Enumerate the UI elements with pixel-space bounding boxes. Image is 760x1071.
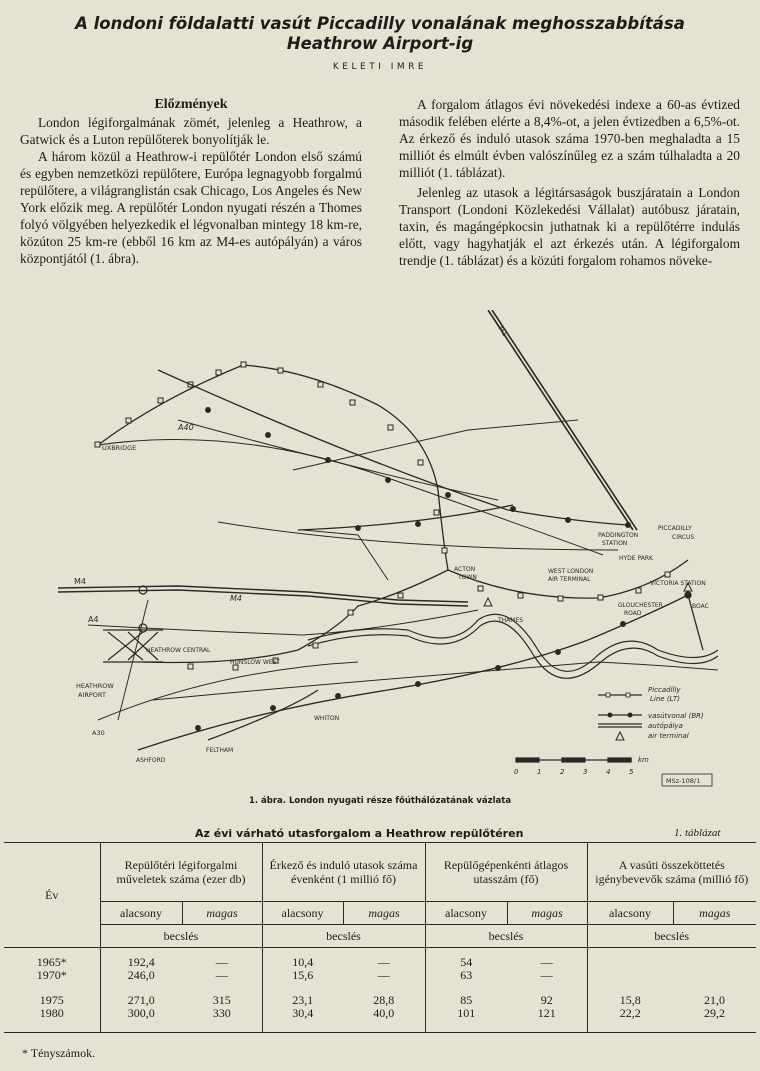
value-cell: 246,0 (100, 969, 182, 982)
legend-label-air-terminal: air terminal (648, 732, 689, 740)
article-title (0, 14, 760, 54)
map-label-hounslow-west: HUNSLOW WEST (230, 659, 281, 666)
group-header: Érkező és induló utasok száma évenként (1 millió fő) (262, 843, 425, 902)
table-title: Az évi várható utasforgalom a Heathrow repülőtéren (195, 827, 524, 840)
value-cell: 315 (212, 993, 231, 1007)
year-cell: 1965* (36, 955, 67, 969)
map-label-piccadilly-1: PICCADILLY (658, 525, 692, 532)
estimate-header: becslés (262, 925, 425, 948)
piccadilly-line (95, 362, 688, 670)
scale-tick: 1 (537, 768, 542, 776)
low-header: alacsony (587, 902, 673, 925)
paragraph: London légiforgalmának zömét, jelenleg a Heathrow, a Gatwick és a Luton repülőterek bonyolítják le. (20, 115, 362, 147)
m1-motorway (488, 310, 637, 530)
value-cell: — (540, 955, 553, 969)
value-cell: 63 (425, 969, 507, 982)
value-cell: 28,8 (373, 993, 395, 1007)
value-cell: 92 (540, 993, 553, 1007)
map-label-feltham: FELTHAM (206, 747, 234, 754)
low-header: alacsony (100, 902, 182, 925)
group-header: Repülőtéri légiforgalmi műveletek száma (ezer db) (100, 843, 262, 902)
group-header: A vasúti összeköttetés igénybevevők száma (millió fő) (587, 843, 756, 902)
table-footnote: * Tényszámok. (22, 1046, 96, 1060)
map-label-ashford: ASHFORD (136, 757, 166, 764)
paragraph: A forgalom átlagos évi növekedési indexe a 60-as évtized második felében elérte a 8,4%-ot, a jelen évtizedben a 6,5%-ot. Az érkező és induló utasok száma 1970-ben meghaladta a 15 milliót és elmúlt évben valószínűleg ez a szám túlhaladta a 20 milliót (1. táblázat). (399, 97, 740, 180)
low-header: alacsony (262, 902, 343, 925)
year-cell: 1970* (36, 968, 67, 982)
map-legend (598, 686, 704, 740)
value-cell: 29,2 (704, 1006, 725, 1020)
scale-tick: 0 (514, 768, 519, 776)
paragraph: Jelenleg az utasok a légitársaságok buszjáratain a London Transport (Londoni Közlekedési Vállalat) autóbusz járatain, taxin, és magángépkocsin juthatnak ki a repülőtérre indulás előtt, vagy hagyhatják el azt érkezés után. A légiforgalom trendje (1. táblázat) és a közúti forgalom rohamos növeke- (399, 185, 740, 268)
table-row (4, 982, 756, 1007)
value-cell: — (215, 955, 228, 969)
map-label-a40: A40 (178, 423, 194, 432)
legend-label-motorway: autópálya (648, 722, 683, 730)
value-cell (587, 969, 673, 982)
main-roads (88, 420, 718, 720)
value-cell: 271,0 (100, 982, 182, 1007)
map-label-gloucester-2: ROAD (624, 610, 642, 617)
map-label-hyde-park: HYDE PARK (619, 555, 653, 562)
value-cell: — (540, 968, 553, 982)
value-cell: 15,8 (587, 982, 673, 1007)
value-cell: 15,6 (262, 969, 343, 982)
high-header: magas (673, 902, 756, 925)
value-cell: 10,4 (262, 948, 343, 970)
legend-label-piccadilly: Piccadilly (648, 686, 681, 694)
value-cell: 54 (425, 948, 507, 970)
value-cell: 101 (425, 1007, 507, 1033)
value-cell: — (377, 955, 390, 969)
map-label-west-london-1: WEST LONDON (548, 568, 594, 575)
scale-tick: 3 (583, 768, 588, 776)
table-ref: 1. táblázat (674, 827, 721, 839)
value-cell (587, 948, 673, 970)
rail-markers (196, 408, 691, 731)
value-cell: — (215, 968, 228, 982)
value-cell: — (377, 968, 390, 982)
high-header: magas (507, 902, 587, 925)
scale-tick: 4 (606, 768, 611, 776)
map-label-whiton: WHITON (314, 715, 340, 722)
high-header: magas (343, 902, 425, 925)
article-title-line2: Heathrow Airport-ig (286, 34, 474, 53)
year-cell: 1975 (39, 993, 64, 1007)
map-label-m1: M1 (496, 324, 509, 338)
map-label-m4-left: M4 (74, 577, 86, 586)
value-cell: 30,4 (262, 1007, 343, 1033)
map-label-west-london-2: AIR TERMINAL (548, 576, 591, 583)
value-cell: 22,2 (587, 1007, 673, 1033)
figure-caption: 1. ábra. London nyugati része főúthálózatának vázlata (248, 796, 512, 806)
value-cell: 121 (537, 1006, 556, 1020)
value-cell: 330 (212, 1006, 231, 1020)
value-cell: 21,0 (704, 993, 725, 1007)
map-label-uxbridge: UXBRIDGE (102, 444, 137, 452)
table-row (4, 948, 756, 970)
legend-label-railway: vasútvonal (BR) (648, 712, 704, 720)
table-row (4, 1007, 756, 1033)
year-header: Év (4, 843, 100, 948)
map-label-heathrow-airport-1: HEATHROW (76, 682, 114, 690)
estimate-header: becslés (100, 925, 262, 948)
map-label-m4-right: M4 (230, 594, 242, 603)
map-label-acton-1: ACTON (454, 566, 476, 573)
left-column (20, 96, 362, 267)
group-header: Repülőgépenkénti átlagos utasszám (fő) (425, 843, 587, 902)
map-label-a4: A4 (88, 615, 99, 624)
map-label-heathrow-central: HEATHROW CENTRAL (146, 647, 211, 654)
map-label-heathrow-airport-2: AIRPORT (78, 691, 106, 699)
value-cell: 40,0 (373, 1006, 395, 1020)
figure-ref: MSz-108/1 (666, 777, 701, 785)
author: KELETI IMRE (332, 62, 428, 72)
scale-bar (514, 756, 649, 776)
legend-label-piccadilly-line: Line (LT) (650, 695, 680, 703)
value-cell: 300,0 (100, 1007, 182, 1033)
year-cell: 1980 (39, 1006, 64, 1020)
map-label-boac: BOAC (692, 603, 709, 610)
low-header: alacsony (425, 902, 507, 925)
section-heading: Előzmények (154, 97, 228, 112)
value-cell: 85 (425, 982, 507, 1007)
map-label-thames: THAMES (498, 617, 524, 624)
estimate-header: becslés (425, 925, 587, 948)
value-cell: 192,4 (100, 948, 182, 970)
map-label-paddington-2: STATION (602, 540, 628, 547)
map-label-gloucester-1: GLOUCHESTER (618, 602, 663, 609)
right-column (399, 96, 740, 269)
map-label-a30: A30 (92, 729, 105, 737)
london-map (58, 310, 718, 805)
scale-unit: km (638, 756, 649, 764)
scale-tick: 5 (629, 768, 634, 776)
map-label-piccadilly-2: CIRCUS (672, 534, 695, 541)
estimate-header: becslés (587, 925, 756, 948)
scale-tick: 2 (560, 768, 565, 776)
map-label-paddington-1: PADDINGTON (598, 532, 639, 539)
map-label-acton-2: TOWN (458, 574, 477, 581)
value-cell (673, 948, 756, 970)
passenger-traffic-table (4, 842, 756, 1033)
table-row (4, 969, 756, 982)
value-cell (673, 969, 756, 982)
map-label-victoria: VICTORIA STATION (650, 580, 706, 587)
value-cell: 23,1 (262, 982, 343, 1007)
paragraph: A három közül a Heathrow-i repülőtér London első számú és egyben nemzetközi repülőtere, Európa legnagyobb forgalmú repülőtere, a világranglistán csak Chicago, Los Angeles és New York előzik meg. A repülőtér London nyugati részén a Thomes folyó völgyében helyezkedik el légvonalban mintegy 18 km-re, közúton 25 km-re (ebből 16 km az M4-es autópályán) a város központjától (1. ábra). (20, 149, 362, 266)
high-header: magas (182, 902, 262, 925)
article-title-line1: A londoni földalatti vasút Piccadilly vonalának meghosszabbítása (75, 14, 685, 33)
